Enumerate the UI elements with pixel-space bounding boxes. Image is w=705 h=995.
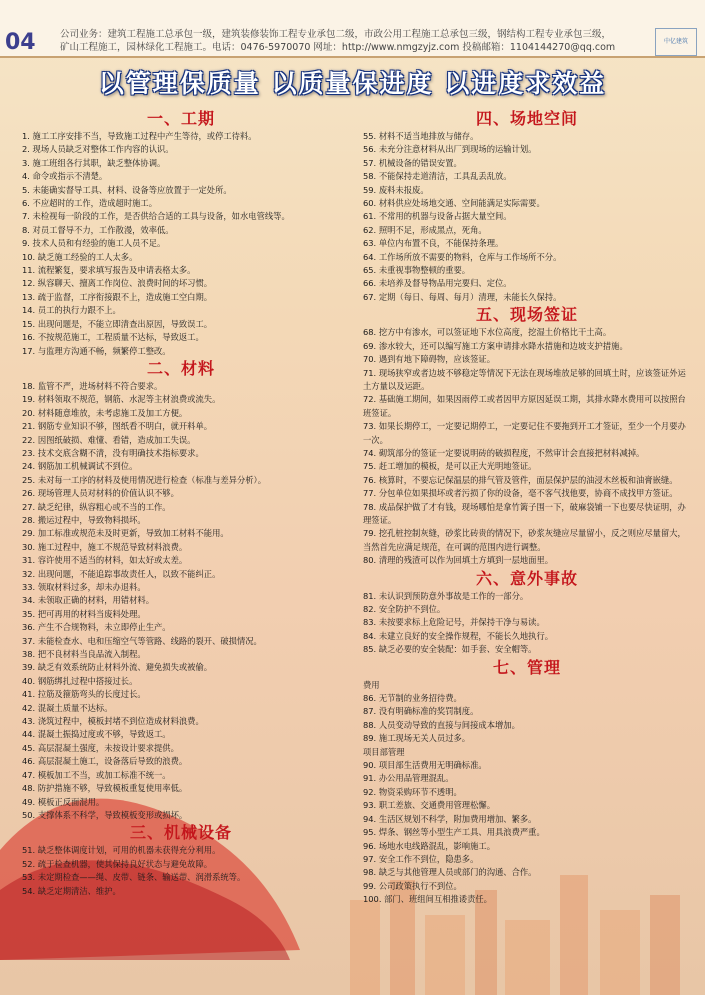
list-item: 56. 未充分注意材料从出厂到现场的运输计划。 <box>363 144 537 155</box>
list-item: 40. 钢筋绑扎过程中搭接过长。 <box>22 675 138 686</box>
list-item: 39. 缺乏有效系统防止材料外流、避免损失或被偷。 <box>22 662 213 673</box>
list-item: 23. 技术交底含糊不清，没有明确技术指标要求。 <box>22 447 204 458</box>
list-item: 60. 材料供应处场地交通、空间能满足实际需要。 <box>363 198 545 209</box>
section-heading: 六、意外事故 <box>475 568 578 588</box>
list-item: 71. 现场狭窄或者边坡不够稳定等情况下无法在现场堆放足够的回填土时，应该签证外运土方量以及运距。 <box>363 367 686 391</box>
list-item: 52. 疏于检查机器，使其保持良好状态与避免故障。 <box>22 858 213 869</box>
list-item: 100. 部门、班组间互相推诿责任。 <box>363 894 492 905</box>
list-item: 97. 安全工作不到位，隐患多。 <box>363 853 479 864</box>
list-item: 37. 未能检查水、电和压缩空气等管路、线路的裂开、破损情况。 <box>22 635 262 646</box>
list-item: 90. 项目部生活费用无明确标准。 <box>363 760 487 771</box>
list-item: 84. 未建立良好的安全操作规程，不能长久地执行。 <box>363 630 554 641</box>
list-item: 68. 挖方中有渗水，可以签证地下水位高度，挖湿土价格比干土高。 <box>363 327 612 338</box>
list-item: 73. 如果长期停工，一定要记期停工，一定要记住不要拖到开工才签证，至少一个月要办一次。 <box>363 421 686 445</box>
list-item: 9. 技术人员和有经验的施工人员不足。 <box>22 238 166 249</box>
list-item: 3. 施工班组各行其职，缺乏整体协调。 <box>22 157 166 168</box>
section-heading: 四、场地空间 <box>475 109 578 128</box>
list-item: 65. 未重视事物整顿的重要。 <box>363 265 471 276</box>
list-item: 45. 高层混凝土强度，未按设计要求提供。 <box>22 742 179 753</box>
list-item: 32. 出现问题，不能追踪事故责任人，以致不能纠正。 <box>22 568 221 579</box>
section-heading: 一、工期 <box>146 109 215 128</box>
list-item: 81. 未认识到预防意外事故是工作的一部分。 <box>363 590 529 601</box>
list-item: 75. 赶工增加的模板，是可以正大光明地签证。 <box>363 461 537 472</box>
right-column <box>363 108 691 907</box>
company-line-2: 矿山工程施工，园林绿化工程施工。电话：0476-5970070 网址：http://www.nmgzyjz.com 投稿邮箱：1104144270@qq.com <box>60 42 616 53</box>
list-item: 14. 员工的执行力跟不上。 <box>22 305 121 316</box>
list-item: 82. 安全防护不到位。 <box>363 604 446 614</box>
list-item: 15. 出现问题是，不能立即清查出原因，导致误工。 <box>22 318 213 329</box>
company-info <box>60 28 650 54</box>
list-item: 38. 把不良材料当良品流入制程。 <box>22 649 146 660</box>
list-item: 69. 渗水较大，还可以编写施工方案申请排水降水措施和边坡支护措施。 <box>363 340 628 351</box>
list-item: 74. 砌筑部分的签证一定要说明砖的破损程度，不然审计会直接把材料减掉。 <box>363 447 645 458</box>
list-item: 85. 缺乏必要的安全装配：如手套、安全帽等。 <box>363 644 537 655</box>
list-item: 11. 流程繁复，要求填写报告及申请表格太多。 <box>22 265 196 276</box>
list-item: 79. 挖孔桩控制灰缝，砂浆比砖贵的情况下，砂浆灰缝应尽量留小，反之则应尽量留大，当然首先应满足规范，在可调的范围内进行调整。 <box>363 528 686 552</box>
list-item: 48. 防护措施不够，导致模板重复使用率低。 <box>22 783 188 794</box>
list-item: 94. 生活区规划不科学，附加费用增加、繁多。 <box>363 813 537 824</box>
list-item: 12. 纵容聊天、擅离工作岗位、浪费时间的坏习惯。 <box>22 278 213 289</box>
list-item: 87. 没有明确标准的奖罚制度。 <box>363 706 479 717</box>
list-item: 16. 不按规范施工，工程质量不达标，导致返工。 <box>22 332 204 343</box>
list-item: 46. 高层混凝土施工，设备落后导致的浪费。 <box>22 756 188 767</box>
list-item: 67. 定期（每日、每周、每月）清理，未能长久保持。 <box>363 291 562 302</box>
list-item: 64. 工作场所放不需要的物料，仓库与工作场所不分。 <box>363 251 562 262</box>
list-item: 21. 钢筋专业知识不够，图纸看不明白，就开料单。 <box>22 421 213 432</box>
list-item: 62. 照明不足，形成黑点，死角。 <box>363 224 487 235</box>
list-item: 70. 遇到有地下障碍物，应该签证。 <box>363 354 495 365</box>
list-item: 43. 浇筑过程中，模板封堵不到位造成材料浪费。 <box>22 716 204 727</box>
list-item: 63. 单位内布置不良，不能保持条理。 <box>363 238 504 249</box>
list-item: 66. 未培养及督导物品用完要归、定位。 <box>363 278 512 289</box>
list-item: 47. 模板加工不当，或加工标准不统一。 <box>22 769 171 780</box>
list-item: 80. 清理的残渣可以作为回填土方填到一层地面里。 <box>363 555 554 566</box>
list-item: 55. 材料不适当地排放与储存。 <box>363 131 479 141</box>
section-heading: 三、机械设备 <box>129 823 232 843</box>
list-item: 1. 施工工序安排不当，导致施工过程中产生等待，或停工待料。 <box>22 131 257 141</box>
list-item: 61. 不常用的机器与设备占据大量空间。 <box>363 211 512 222</box>
list-item: 42. 混凝土质量不达标。 <box>22 702 113 713</box>
list-item: 91. 办公用品管理混乱。 <box>363 773 454 784</box>
section-heading: 二、材料 <box>146 358 215 378</box>
list-item: 18. 监管不严，进场材料不符合要求。 <box>22 380 163 391</box>
list-item: 19. 材料领取不规范，钢筋、水泥等主材浪费或流失。 <box>22 394 221 405</box>
list-item: 28. 搬运过程中，导致物料损坏。 <box>22 514 146 525</box>
list-item: 25. 未对每一工序的材料及使用情况进行检查（标准与差异分析）。 <box>22 474 266 485</box>
header-bar <box>0 0 705 58</box>
list-item: 31. 容许使用不适当的材料，如太好或太差。 <box>22 555 188 566</box>
list-item: 34. 未领取正确的材料，用错材料。 <box>22 595 154 606</box>
list-item: 44. 混凝土振捣过度或不够，导致返工。 <box>22 729 171 740</box>
slogan-banner: 以管理保质量 以质量保进度 以进度求效益 <box>98 69 607 98</box>
list-item: 36. 产生不合规物料，未立即停止生产。 <box>22 622 171 633</box>
list-item: 77. 分包单位如果损坏或者污损了你的设备，毫不客气找他要，协商不成找甲方签证。 <box>363 488 678 499</box>
list-item: 17. 与监理方沟通不畅，频繁停工整改。 <box>22 345 171 356</box>
sub-heading: 项目部管理 <box>363 746 405 757</box>
list-item: 41. 拉筋及箍筋弯头的长度过长。 <box>22 689 146 700</box>
company-logo <box>655 28 697 56</box>
list-item: 88. 人员变动导致的直接与间接成本增加。 <box>363 719 520 730</box>
list-item: 8. 对员工督导不力，工作散漫，效率低。 <box>22 224 174 235</box>
list-item: 76. 核算时，不要忘记保温层的排气管及管件，面层保护层的油浸木丝板和油膏嵌缝。 <box>363 474 678 485</box>
list-item: 50. 支撑体系不科学，导致模板变形或损坏。 <box>22 809 188 820</box>
left-column <box>22 108 340 898</box>
list-item: 20. 材料随意堆放，未考虑施工及加工方便。 <box>22 407 188 418</box>
list-item: 53. 未定期检查——绳、皮带、链条、输送带、润滑系统等。 <box>22 872 246 883</box>
company-line-1: 公司业务：建筑工程施工总承包一级，建筑装修装饰工程专业承包二级，市政公用工程施工总承包三级，钢结构工程专业承包三级， <box>60 29 612 40</box>
list-item: 30. 施工过程中，施工不规范导致材料浪费。 <box>22 541 188 552</box>
page-number: 04 <box>5 30 36 55</box>
list-item: 26. 现场管理人员对材料的价值认识不够。 <box>22 488 179 499</box>
list-item: 49. 模板正反面混用。 <box>22 796 105 807</box>
sub-heading: 费用 <box>363 679 380 690</box>
list-item: 29. 加工标准或规范未及时更新，导致加工材料不能用。 <box>22 528 229 539</box>
list-item: 95. 焊条、钢丝等小型生产工具、用具浪费严重。 <box>363 827 545 838</box>
list-item: 98. 缺乏与其他管理人员或部门的沟通、合作。 <box>363 867 537 878</box>
section-heading: 七、管理 <box>492 657 561 677</box>
list-item: 5. 未能确实督导工具、材料、设备等应放置于一定处所。 <box>22 184 232 195</box>
list-item: 27. 缺乏纪律，纵容粗心或不当的工作。 <box>22 501 171 512</box>
list-item: 93. 职工差旅、交通费用管理松懈。 <box>363 800 495 811</box>
list-item: 78. 成品保护做了才有钱，现场哪怕是拿竹篱子围一下，破麻袋铺一下也要尽快证明，办理签证。 <box>363 501 686 525</box>
list-item: 35. 把可再用的材料当废料处理。 <box>22 608 146 619</box>
list-item: 6. 不应超时的工作，造成超时施工。 <box>22 198 158 209</box>
list-item: 33. 领取材料过多，却未办退料。 <box>22 582 146 592</box>
list-item: 83. 未按要求标上危险记号，并保持干净与易读。 <box>363 617 545 628</box>
list-item: 58. 不能保持走道清洁，工具乱丢乱放。 <box>363 171 512 182</box>
list-item: 99. 公司政策执行不到位。 <box>363 880 462 891</box>
logo-text: 中亿建筑 <box>663 38 688 45</box>
list-item: 59. 废料未报废。 <box>363 184 429 195</box>
list-item: 51. 缺乏整体调度计划，可用的机器未获得充分利用。 <box>22 845 221 856</box>
list-item: 54. 缺乏定期清洁、维护。 <box>22 885 121 896</box>
list-item: 24. 钢筋加工机械调试不到位。 <box>22 461 138 472</box>
list-item: 92. 物资采购环节不透明。 <box>363 786 462 797</box>
list-item: 22. 因图纸破损、难懂、看错，造成加工失误。 <box>22 434 196 445</box>
list-item: 72. 基础施工期间，如果因雨停工或者因甲方原因延误工期，其排水降水费用可以按照台班签证。 <box>363 394 686 418</box>
list-item: 57. 机械设备的错误安置。 <box>363 157 462 168</box>
list-item: 89. 施工现场无关人员过多。 <box>363 733 471 744</box>
list-item: 13. 疏于监督，工序衔接跟不上，造成施工空白期。 <box>22 291 213 302</box>
section-heading: 五、现场签证 <box>475 305 578 325</box>
list-item: 10. 缺乏施工经验的工人太多。 <box>22 251 138 262</box>
list-item: 2. 现场人员缺乏对整体工作内容的认识。 <box>22 144 174 155</box>
list-item: 96. 场地水电线路混乱，影响施工。 <box>363 840 495 851</box>
list-item: 86. 无节制的业务招待费。 <box>363 693 462 704</box>
list-item: 7. 未检视每一阶段的工作，是否供给合适的工具与设备，如水电管线等。 <box>22 211 290 222</box>
list-item: 4. 命令或指示不清楚。 <box>22 171 108 182</box>
